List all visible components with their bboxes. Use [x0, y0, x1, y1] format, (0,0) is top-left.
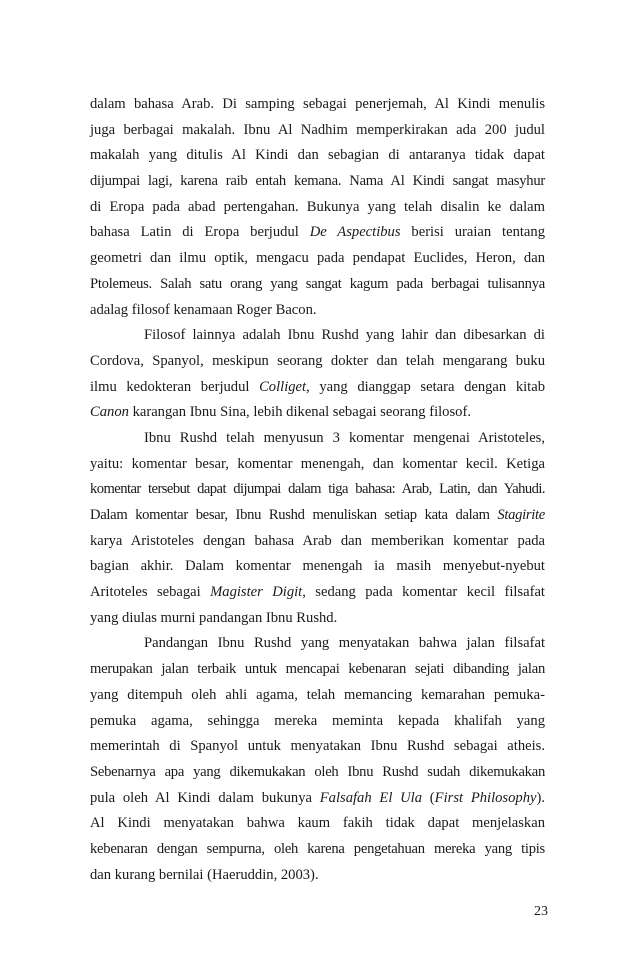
text-line: di Eropa pada abad pertengahan. Bukunya yang telah disalin ke dalam [90, 198, 545, 215]
text-line: Ibnu Rushd telah menyusun 3 komentar mengenai Aristoteles, [144, 429, 545, 446]
text-line: juga berbagai makalah. Ibnu Al Nadhim memperkirakan ada 200 judul [90, 121, 545, 138]
text-line: geometri dan ilmu optik, mengacu pada pendapat Euclides, Heron, dan [90, 250, 545, 267]
text-line: Filosof lainnya adalah Ibnu Rushd yang lahir dan dibesarkan di [144, 327, 545, 344]
italic-title: Falsafah El Ula [319, 789, 423, 806]
text-line: Dalam komentar besar, Ibnu Rushd menuliskan setiap kata dalam Stagirite [90, 507, 545, 523]
text-line: Aritoteles sebagai Magister Digit, sedang pada komentar kecil filsafat [90, 584, 545, 601]
text-line: Sebenarnya apa yang dikemukakan oleh Ibnu Rushd sudah dikemukakan [90, 763, 545, 780]
text-line: Canon karangan Ibnu Sina, lebih dikenal sebagai seorang filosof. [90, 404, 471, 421]
text-line: makalah yang ditulis Al Kindi dan sebagian di antaranya tidak dapat [90, 147, 545, 164]
text-line: Ptolemeus. Salah satu orang yang sangat kagum pada berbagai tulisannya [90, 275, 545, 292]
text-line: dalam bahasa Arab. Di samping sebagai penerjemah, Al Kindi menulis [90, 96, 545, 112]
body-text [90, 92, 545, 888]
page-number: 23 [534, 904, 548, 919]
text-line: pemuka agama, sehingga mereka meminta kepada khalifah yang [90, 712, 545, 729]
italic-title: First Philosophy [434, 789, 537, 806]
italic-title: Colliget [259, 378, 307, 395]
text-line: kebenaran dengan sempurna, oleh karena pengetahuan mereka yang tipis [90, 840, 545, 857]
text-line: Cordova, Spanyol, meskipun seorang dokter dan telah mengarang buku [90, 352, 545, 369]
text-line: adalag filosof kenamaan Roger Bacon. [90, 301, 317, 318]
text-line: yang diulas murni pandangan Ibnu Rushd. [90, 609, 338, 626]
text-line: yang ditempuh oleh ahli agama, telah memancing kemarahan pemuka- [90, 686, 545, 703]
text-line: Pandangan Ibnu Rushd yang menyatakan bahwa jalan filsafat [144, 635, 545, 652]
italic-title: Canon [90, 404, 129, 421]
italic-title: Stagirite [497, 507, 545, 523]
italic-title: De Aspectibus [309, 224, 401, 241]
text-line: karya Aristoteles dengan bahasa Arab dan memberikan komentar pada [90, 532, 545, 549]
text-line: Al Kindi menyatakan bahwa kaum fakih tidak dapat menjelaskan [90, 815, 545, 832]
text-line: merupakan jalan terbaik untuk mencapai kebenaran sejati dibanding jalan [90, 661, 545, 678]
text-line: pula oleh Al Kindi dalam bukunya Falsafah El Ula (First Philosophy). [90, 789, 545, 806]
text-line: memerintah di Spanyol untuk menyatakan Ibnu Rushd sebagai atheis. [90, 738, 545, 755]
text-line: bagian akhir. Dalam komentar menengah ia masih menyebut-nyebut [90, 558, 545, 575]
text-line: komentar tersebut dapat dijumpai dalam tiga bahasa: Arab, Latin, dan Yahudi. [90, 481, 545, 498]
text-line: dijumpai lagi, karena raib entah kemana. Nama Al Kindi sangat masyhur [90, 173, 545, 190]
text-line: bahasa Latin di Eropa berjudul De Aspectibus berisi uraian tentang [90, 224, 545, 241]
text-line: yaitu: komentar besar, komentar menengah, dan komentar kecil. Ketiga [90, 455, 545, 472]
text-line: ilmu kedokteran berjudul Colliget, yang dianggap setara dengan kitab [90, 378, 545, 395]
italic-title: Magister Digit [210, 584, 303, 601]
text-line: dan kurang bernilai (Haeruddin, 2003). [90, 866, 319, 883]
